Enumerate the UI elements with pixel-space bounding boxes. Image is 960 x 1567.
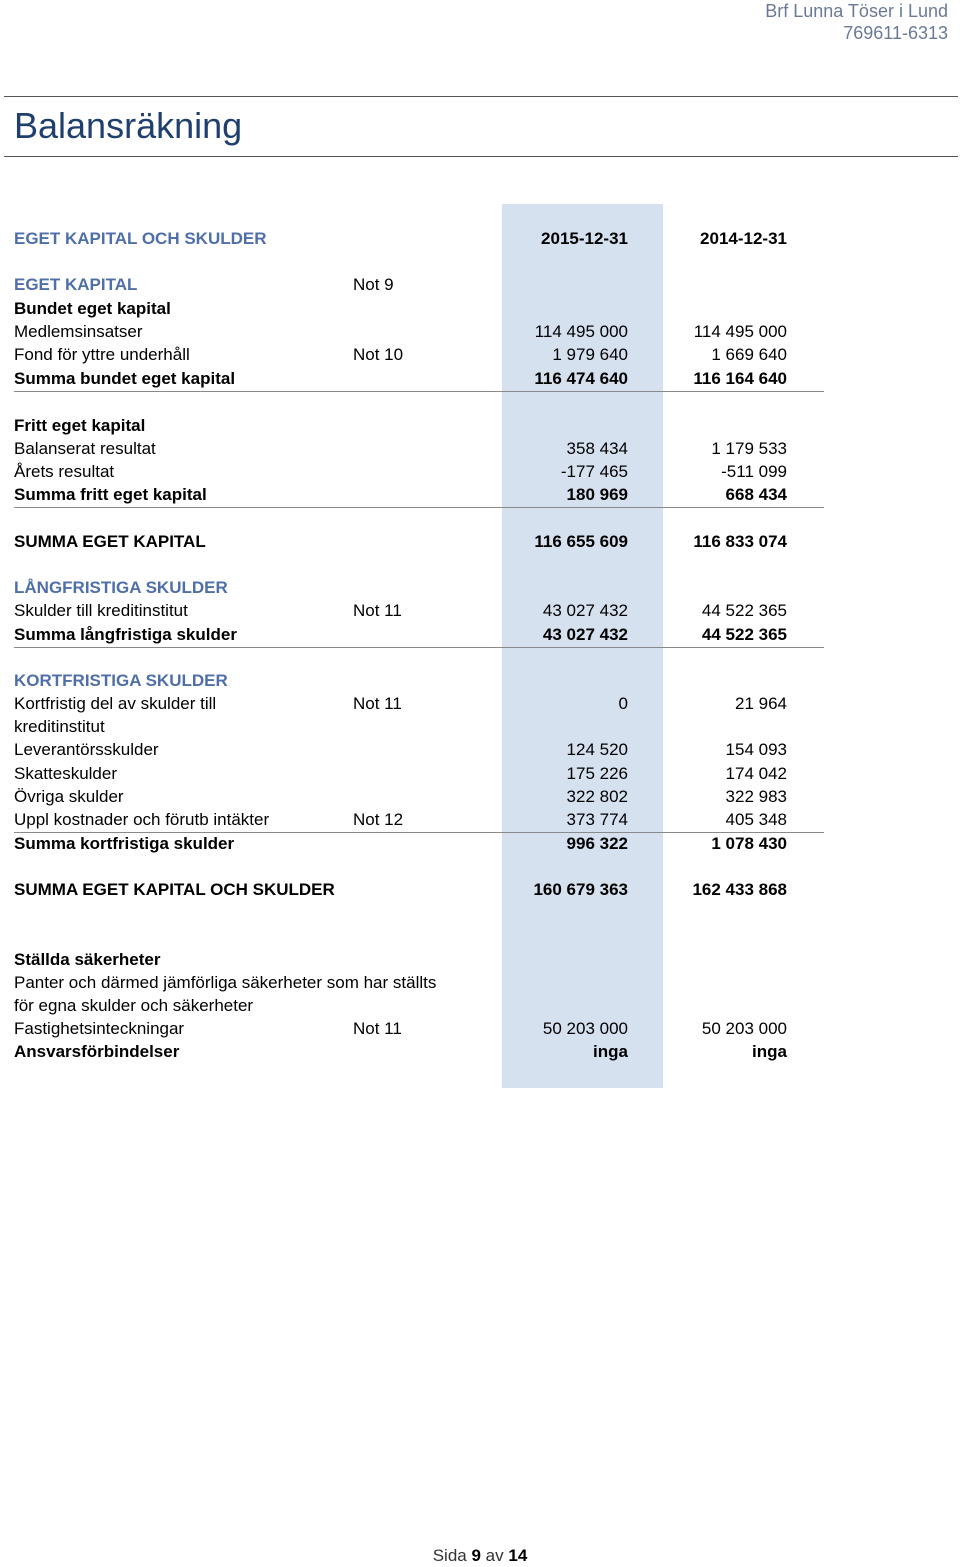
grand-total-row bbox=[14, 879, 824, 902]
value-2014: 21 964 bbox=[735, 694, 787, 713]
value-2014: 50 203 000 bbox=[701, 1019, 787, 1038]
value-2015: 180 969 bbox=[566, 485, 628, 504]
row-label: Leverantörsskulder bbox=[14, 740, 159, 759]
value-2015: 43 027 432 bbox=[542, 625, 628, 644]
description-line: för egna skulder och säkerheter bbox=[14, 996, 254, 1015]
value-2015: 114 495 000 bbox=[534, 322, 628, 341]
document-header bbox=[765, 0, 948, 44]
subtotal-row bbox=[14, 833, 824, 856]
table-row bbox=[14, 763, 824, 786]
value-2015: inga bbox=[593, 1042, 628, 1061]
value-2015: 358 434 bbox=[566, 439, 628, 458]
table-row bbox=[14, 600, 824, 623]
description-row bbox=[14, 995, 824, 1018]
table-row bbox=[14, 1018, 824, 1041]
column-header-2014: 2014-12-31 bbox=[700, 229, 787, 248]
note-ref: Not 11 bbox=[353, 601, 402, 620]
row-label: Skatteskulder bbox=[14, 764, 117, 783]
table-heading: EGET KAPITAL OCH SKULDER bbox=[14, 229, 267, 248]
table-row bbox=[14, 461, 824, 484]
row-label-continuation: kreditinstitut bbox=[14, 717, 105, 736]
value-2014: 162 433 868 bbox=[692, 880, 787, 899]
row-label: Fastighetsinteckningar bbox=[14, 1019, 185, 1038]
value-2014: 1 669 640 bbox=[711, 345, 787, 364]
page-title: Balansräkning bbox=[14, 105, 243, 146]
subsection-fritt bbox=[14, 415, 824, 438]
table-row-continuation bbox=[14, 716, 824, 739]
note-ref: Not 11 bbox=[353, 1019, 402, 1038]
value-2015: 116 655 609 bbox=[534, 532, 628, 551]
subsection-label: Fritt eget kapital bbox=[14, 416, 146, 435]
value-2015: 43 027 432 bbox=[542, 601, 628, 620]
value-2015: 0 bbox=[618, 694, 628, 713]
subsection-label: Bundet eget kapital bbox=[14, 299, 171, 318]
section-kortfristiga bbox=[14, 670, 824, 693]
section-stallda-sakerheter bbox=[14, 949, 824, 972]
row-label: Uppl kostnader och förutb intäkter bbox=[14, 810, 270, 829]
note-ref: Not 10 bbox=[353, 345, 404, 364]
row-label: Kortfristig del av skulder till bbox=[14, 694, 217, 713]
value-2014: 322 983 bbox=[725, 787, 787, 806]
description-row bbox=[14, 972, 824, 995]
value-2014: 116 164 640 bbox=[693, 369, 787, 388]
row-label: Medlemsinsatser bbox=[14, 322, 143, 341]
table-row bbox=[14, 739, 824, 762]
page-total: 14 bbox=[508, 1546, 528, 1565]
value-2015: 1 979 640 bbox=[552, 345, 628, 364]
note-ref: Not 12 bbox=[353, 810, 404, 829]
subsection-bundet bbox=[14, 298, 824, 321]
row-label: Summa kortfristiga skulder bbox=[14, 834, 235, 853]
value-2014: inga bbox=[752, 1042, 787, 1061]
value-2014: 405 348 bbox=[725, 810, 787, 829]
organization-name: Brf Lunna Töser i Lund bbox=[765, 1, 948, 21]
header-divider bbox=[4, 96, 958, 97]
page-footer bbox=[0, 1546, 960, 1566]
value-2015: 373 774 bbox=[566, 810, 628, 829]
note-ref: Not 9 bbox=[353, 275, 394, 294]
value-2014: 154 093 bbox=[725, 740, 787, 759]
subtotal-row bbox=[14, 484, 824, 508]
total-row bbox=[14, 531, 824, 554]
table-row bbox=[14, 809, 824, 833]
section-langfristiga bbox=[14, 577, 824, 600]
page-prefix: Sida bbox=[432, 1546, 467, 1565]
value-2014: 114 495 000 bbox=[693, 322, 787, 341]
value-2015: 116 474 640 bbox=[534, 369, 628, 388]
value-2014: 44 522 365 bbox=[701, 601, 787, 620]
row-label: Årets resultat bbox=[14, 462, 115, 481]
value-2014: 44 522 365 bbox=[701, 625, 787, 644]
row-label: Fond för yttre underhåll bbox=[14, 345, 190, 364]
value-2015: 50 203 000 bbox=[542, 1019, 628, 1038]
table-row bbox=[14, 321, 824, 344]
description-line: Panter och därmed jämförliga säkerheter som har ställts bbox=[14, 973, 437, 992]
row-label: Balanserat resultat bbox=[14, 439, 156, 458]
table-row bbox=[14, 693, 824, 716]
column-header-2015: 2015-12-31 bbox=[541, 229, 628, 248]
value-2015: -177 465 bbox=[560, 462, 628, 481]
table-row bbox=[14, 1041, 824, 1064]
section-label: Ställda säkerheter bbox=[14, 950, 161, 969]
value-2015: 160 679 363 bbox=[533, 880, 628, 899]
row-label: Summa bundet eget kapital bbox=[14, 369, 236, 388]
page-separator: av bbox=[485, 1546, 504, 1565]
row-label: SUMMA EGET KAPITAL OCH SKULDER bbox=[14, 880, 335, 899]
value-2015: 124 520 bbox=[566, 740, 628, 759]
table-heading-row bbox=[14, 228, 824, 251]
note-ref: Not 11 bbox=[353, 694, 402, 713]
value-2014: 1 179 533 bbox=[711, 439, 787, 458]
row-label: Övriga skulder bbox=[14, 787, 124, 806]
value-2015: 322 802 bbox=[566, 787, 628, 806]
section-label: LÅNGFRISTIGA SKULDER bbox=[14, 578, 228, 597]
page-number: 9 bbox=[471, 1546, 481, 1565]
section-label: EGET KAPITAL bbox=[14, 275, 138, 294]
row-label: SUMMA EGET KAPITAL bbox=[14, 532, 206, 551]
value-2015: 996 322 bbox=[566, 834, 628, 853]
row-label: Ansvarsförbindelser bbox=[14, 1042, 180, 1061]
row-label: Summa långfristiga skulder bbox=[14, 625, 237, 644]
row-label: Skulder till kreditinstitut bbox=[14, 601, 188, 620]
value-2014: 174 042 bbox=[725, 764, 787, 783]
value-2014: 1 078 430 bbox=[711, 834, 787, 853]
title-divider bbox=[4, 156, 958, 157]
value-2014: 116 833 074 bbox=[693, 532, 787, 551]
organization-number: 769611-6313 bbox=[843, 23, 948, 43]
value-2014: -511 099 bbox=[721, 462, 787, 481]
section-label: KORTFRISTIGA SKULDER bbox=[14, 671, 228, 690]
table-row bbox=[14, 438, 824, 461]
subtotal-row bbox=[14, 368, 824, 392]
row-label: Summa fritt eget kapital bbox=[14, 485, 207, 504]
subtotal-row bbox=[14, 624, 824, 648]
section-eget-kapital bbox=[14, 274, 824, 297]
value-2015: 175 226 bbox=[566, 764, 628, 783]
table-row bbox=[14, 344, 824, 367]
value-2014: 668 434 bbox=[725, 485, 787, 504]
table-row bbox=[14, 786, 824, 809]
